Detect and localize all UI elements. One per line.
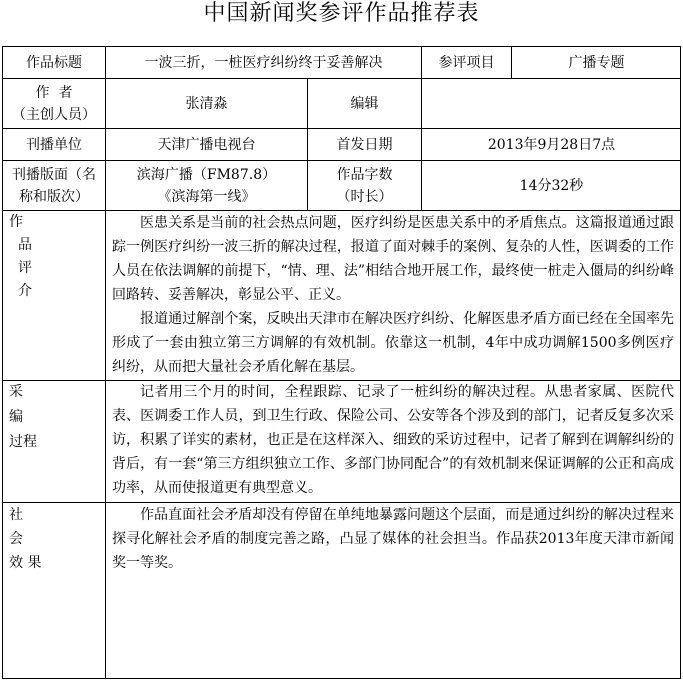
effect-label-char: 效 果	[9, 555, 42, 571]
layout-value-line2: 《滨海第一线》	[157, 188, 256, 205]
process-label-char: 采	[9, 384, 23, 400]
category-value: 广播专题	[511, 46, 681, 78]
layout-label	[2, 160, 105, 210]
publisher-label: 刊播单位	[2, 128, 105, 160]
editor-value	[421, 78, 681, 128]
review-label-char: 品	[18, 237, 32, 253]
review-paragraph-1: 医患关系是当前的社会热点问题，医疗纠纷是医患关系中的矛盾焦点。这篇报道通过跟踪一例医疗纠纷一波三折的解决过程，报道了面对棘手的案例、复杂的人性，医调委的工作人员在依法调解的前提下，“情、理、法”相结合地开展工作，最终使一桩走入僵局的纠纷峰回路转、妥善解决，彰显公平、正义。	[112, 215, 674, 303]
process-label-char: 编	[9, 409, 23, 425]
title-value: 一波三折，一桩医疗纠纷终于妥善解决	[105, 46, 421, 78]
length-value: 14分32秒	[421, 160, 681, 210]
review-label-char: 作	[9, 214, 23, 230]
layout-value-line1: 滨海广播（FM87.8）	[136, 166, 277, 183]
editor-label: 编辑	[307, 78, 421, 128]
category-label: 参评项目	[421, 46, 511, 78]
title-label: 作品标题	[2, 46, 105, 78]
process-paragraph: 记者用三个月的时间，全程跟踪、记录了一桩纠纷的解决过程。从患者家属、医院代表、医调委工作人员，到卫生行政、保险公司、公安等各个涉及到的部门，记者反复多次采访，积累了详实的素材，也正是在这样深入、细致的采访过程中，记者了解到在调解纠纷的背后，有一套“第三方组织独立工作、多部门协同配合”的有效机制来保证调解的公正和高成功率，从而使报道更有典型意义。	[112, 384, 674, 496]
layout-value	[105, 160, 307, 210]
process-label-char: 过程	[9, 434, 37, 450]
review-paragraph-2: 报道通过解剖个案，反映出天津市在解决医疗纠纷、化解医患矛盾方面已经在全国率先形成了一套由独立第三方调解的有效机制。依靠这一机制，4年中成功调解1500多例医疗纠纷，从而把大量社会矛盾化解在基层。	[112, 311, 674, 375]
author-value: 张清淼	[105, 78, 307, 128]
effect-label	[9, 503, 41, 575]
date-value: 2013年9月28日7点	[421, 128, 681, 160]
length-label	[307, 160, 421, 210]
process-label	[9, 380, 37, 455]
review-label-char: 评	[18, 260, 32, 276]
length-label-line1: 作品字数	[336, 166, 393, 183]
effect-label-char: 社	[9, 507, 23, 523]
effect-paragraph: 作品直面社会矛盾却没有停留在单纯地暴露问题这个层面，而是通过纠纷的解决过程来探寻化解社会矛盾的制度完善之路，凸显了媒体的社会担当。作品获2013年度天津市新闻奖一等奖。	[112, 507, 674, 571]
effect-label-char: 会	[9, 531, 23, 547]
review-label-char: 介	[18, 283, 32, 299]
layout-label-line2: 称和版次）	[19, 188, 89, 205]
form-title: 中国新闻奖参评作品推荐表	[203, 1, 480, 26]
publisher-value: 天津广播电视台	[105, 128, 307, 160]
author-label-line1: 作 者	[35, 84, 73, 101]
date-label: 首发日期	[307, 128, 421, 160]
author-label	[2, 78, 105, 128]
layout-label-line1: 刊播版面（名	[12, 166, 96, 183]
length-label-line2: （时长）	[336, 188, 393, 205]
author-label-line2: （主创人员）	[12, 106, 96, 123]
review-label	[9, 211, 32, 303]
